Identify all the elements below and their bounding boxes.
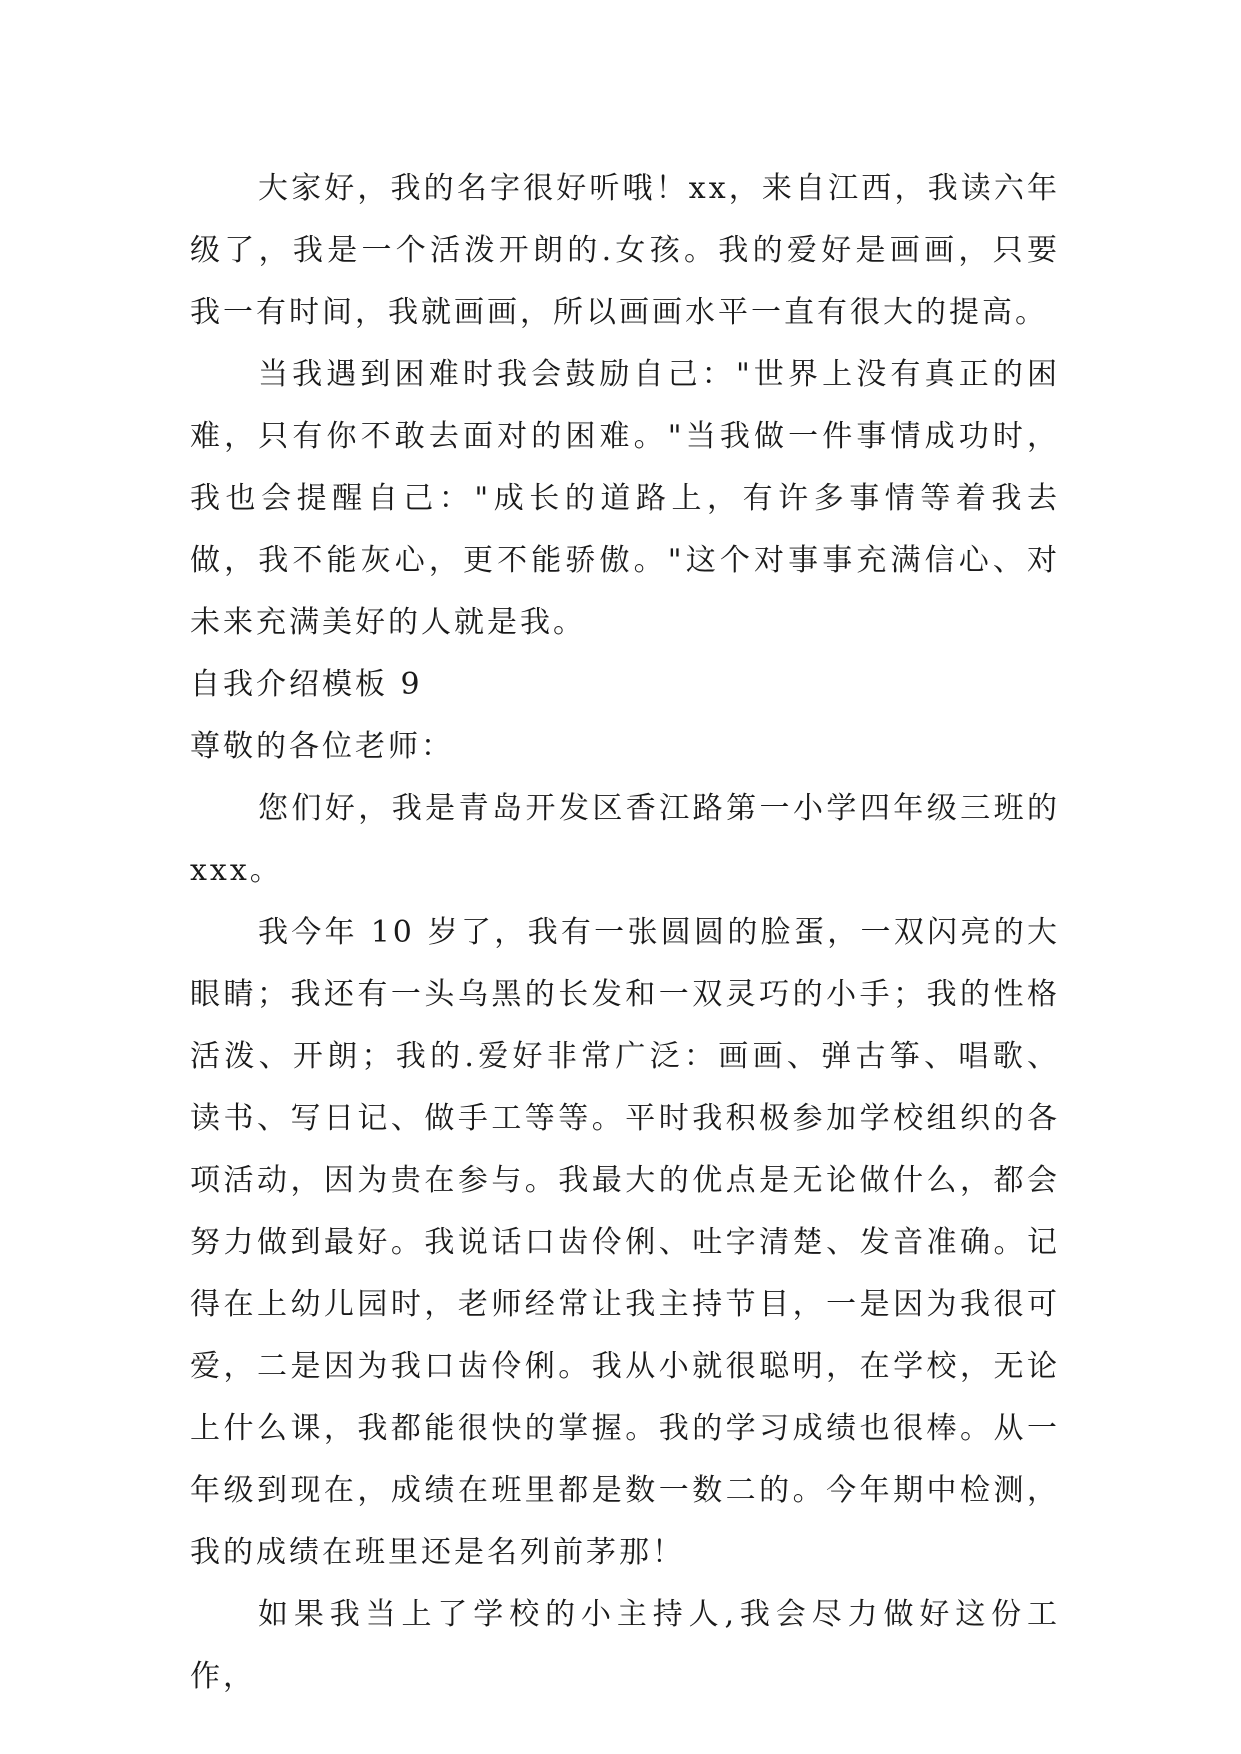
paragraph-intro: 大家好，我的名字很好听哦！xx，来自江西，我读六年级了，我是一个活泼开朗的.女孩。我的爱好是画画，只要我一有时间，我就画画，所以画画水平一直有很大的提高。 (190, 171, 1060, 330)
paragraph-self-description: 我今年 10 岁了，我有一张圆圆的脸蛋，一双闪亮的大眼睛；我还有一头乌黑的长发和一双灵巧的小手；我的性格活泼、开朗；我的.爱好非常广泛：画画、弹古筝、唱歌、读书、写日记、做手工等等。平时我积极参加学校组织的各项活动，因为贵在参与。我最大的优点是无论做什么，都会努力做到最好。我说话口齿伶俐、吐字清楚、发音准确。记得在上幼儿园时，老师经常让我主持节目，一是因为我很可爱，二是因为我口齿伶俐。我从小就很聪明，在学校，无论上什么课，我都能很快的掌握。我的学习成绩也很棒。从一年级到现在，成绩在班里都是数一数二的。今年期中检测，我的成绩在班里还是名列前茅那！ (190, 915, 1060, 1570)
paragraph-greeting: 您们好，我是青岛开发区香江路第一小学四年级三班的 xxx。 (190, 791, 1060, 888)
salutation: 尊敬的各位老师： (190, 729, 454, 764)
document-body (190, 158, 1060, 1708)
section-title: 自我介绍模板 9 (190, 667, 423, 702)
paragraph-host-plan: 如果我当上了学校的小主持人,我会尽力做好这份工作， (190, 1597, 1060, 1694)
paragraph-encouragement: 当我遇到困难时我会鼓励自己："世界上没有真正的困难，只有你不敢去面对的困难。"当我做一件事情成功时，我也会提醒自己："成长的道路上，有许多事情等着我去做，我不能灰心，更不能骄傲。"这个对事事充满信心、对未来充满美好的人就是我。 (190, 357, 1060, 640)
